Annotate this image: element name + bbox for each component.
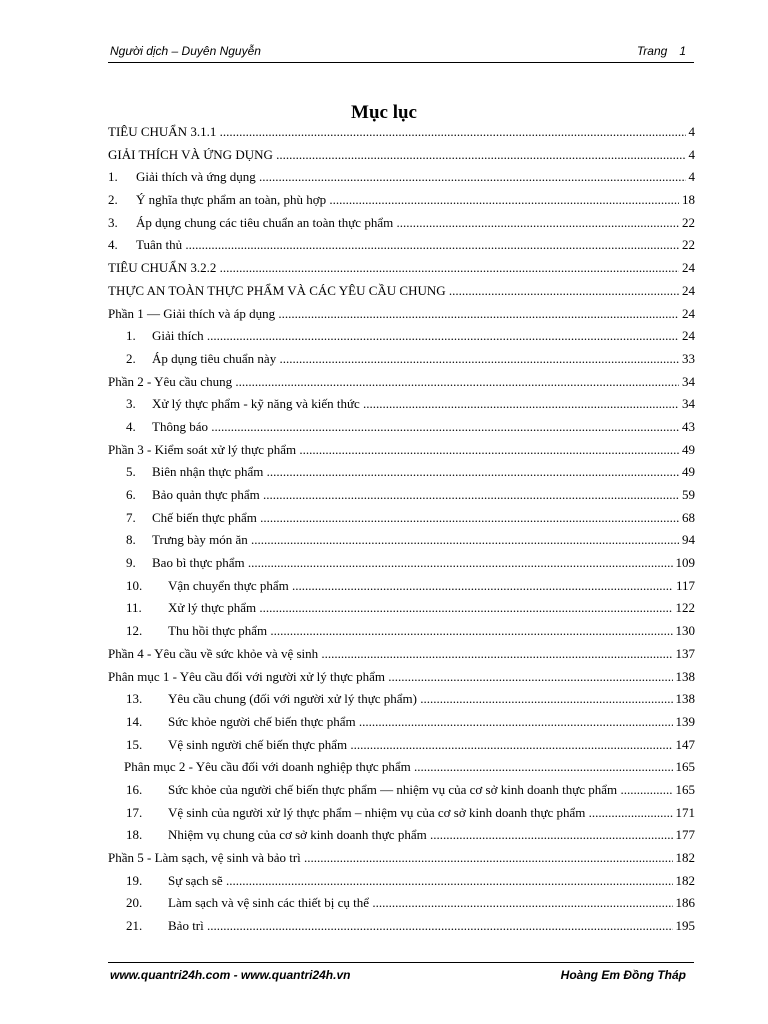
toc-entry[interactable]: [108, 280, 695, 303]
toc-entry-number: 13.: [126, 691, 143, 707]
toc-entry-text: Giải thích: [152, 328, 204, 344]
toc-entry[interactable]: [108, 439, 695, 462]
toc-entry-page: 24: [679, 280, 695, 303]
toc-entry-text: Vệ sinh người chế biến thực phẩm: [168, 736, 348, 752]
toc-entry[interactable]: [108, 189, 695, 212]
toc-entry-label: [108, 166, 695, 189]
toc-entry-label: [108, 597, 695, 620]
toc-entry-number: 3.: [126, 396, 136, 412]
toc-entry-page: 22: [679, 212, 695, 235]
toc-entry-text: Xử lý thực phẩm: [168, 600, 257, 616]
toc-entry-page: 59: [679, 484, 695, 507]
toc-entry[interactable]: [108, 529, 695, 552]
toc-entry-text: Bảo quản thực phẩm: [152, 487, 260, 502]
toc-entry-label: [108, 711, 695, 734]
toc-entry-text: THỰC AN TOÀN THỰC PHẨM VÀ CÁC YÊU CẦU CHUNG: [108, 282, 446, 298]
toc-entry-label: [108, 280, 695, 303]
toc-entry-page: 122: [673, 597, 696, 620]
toc-entry[interactable]: [108, 416, 695, 439]
toc-entry-text: Phân mục 2 - Yêu cầu đối với doanh nghiệp thực phẩm: [124, 759, 411, 775]
toc-entry-text: Trưng bày món ăn: [152, 532, 248, 548]
toc-entry[interactable]: [108, 348, 695, 371]
toc-entry-number: 16.: [126, 781, 143, 797]
toc-entry[interactable]: [108, 847, 695, 870]
toc-entry-text: Nhiệm vụ chung của cơ sở kinh doanh thực phẩm: [168, 827, 427, 843]
footer-websites: www.quantri24h.com - www.quantri24h.vn: [110, 968, 351, 982]
toc-entry-number: 18.: [126, 827, 143, 843]
table-of-contents: [108, 121, 695, 938]
toc-entry[interactable]: [108, 507, 695, 530]
toc-entry-label: [108, 393, 695, 416]
toc-entry-page: 24: [679, 257, 695, 280]
footer-author: Hoàng Em Đồng Tháp: [560, 968, 686, 982]
toc-entry-number: 1.: [126, 328, 136, 344]
toc-entry-number: 5.: [126, 464, 136, 480]
toc-entry-text: Sức khỏe người chế biến thực phẩm: [168, 713, 356, 729]
toc-entry-label: [108, 234, 695, 257]
toc-entry-text: Bao bì thực phẩm: [152, 555, 245, 571]
toc-entry-page: 4: [686, 166, 696, 189]
page-header: [108, 44, 694, 63]
toc-entry-page: 34: [679, 393, 695, 416]
toc-entry-number: 7.: [126, 509, 136, 525]
toc-entry-label: [108, 688, 695, 711]
toc-entry-text: Thu hồi thực phẩm: [168, 623, 268, 639]
toc-entry[interactable]: [108, 325, 695, 348]
toc-entry[interactable]: [108, 870, 695, 893]
toc-entry-text: Làm sạch và vệ sinh các thiết bị cụ thể: [168, 895, 370, 911]
toc-entry-number: 8.: [126, 532, 136, 548]
toc-entry-text: Sức khỏe của người chế biến thực phẩm — nhiệm vụ của cơ sở kinh doanh thực phẩm: [168, 781, 618, 797]
toc-entry-label: [108, 666, 695, 689]
toc-entry-label: [108, 529, 695, 552]
toc-entry-label: [108, 303, 695, 326]
toc-entry-label: [108, 824, 695, 847]
toc-entry-page: 171: [673, 802, 696, 825]
toc-entry-label: [108, 257, 695, 280]
page-label: Trang: [636, 44, 668, 58]
toc-entry-text: Thông báo: [152, 418, 208, 434]
toc-entry-number: 2.: [126, 350, 136, 366]
toc-entry-label: [108, 643, 695, 666]
page-footer: [108, 962, 694, 982]
toc-entry-label: [108, 847, 695, 870]
toc-entry-number: 12.: [126, 623, 143, 639]
toc-entry[interactable]: [108, 484, 695, 507]
toc-entry-text: Phần 5 - Làm sạch, vệ sinh và bảo trì: [108, 850, 301, 865]
toc-entry[interactable]: [108, 892, 695, 915]
toc-entry-page: 139: [673, 711, 696, 734]
toc-entry-page: 138: [673, 666, 696, 689]
toc-entry-number: 19.: [126, 872, 143, 888]
toc-entry-label: [108, 802, 695, 825]
toc-entry-text: Phần 2 - Yêu cầu chung: [108, 373, 233, 389]
toc-entry-text: Sự sạch sẽ: [168, 872, 223, 888]
translator-credit: Người dịch – Duyên Nguyễn: [110, 44, 261, 58]
toc-entry[interactable]: [108, 711, 695, 734]
page-number: 1: [679, 44, 686, 58]
toc-entry-page: 4: [686, 144, 696, 167]
toc-entry-page: 138: [673, 688, 696, 711]
toc-entry-label: [108, 121, 695, 144]
toc-entry-number: 6.: [126, 487, 136, 502]
toc-entry-page: 18: [679, 189, 695, 212]
toc-entry-label: [108, 620, 695, 643]
toc-entry[interactable]: [108, 824, 695, 847]
toc-entry-page: 147: [673, 734, 696, 757]
toc-entry-page: 130: [673, 620, 696, 643]
toc-entry-text: Xử lý thực phẩm - kỹ năng và kiến thức: [152, 396, 360, 412]
toc-entry-text: Áp dụng tiêu chuẩn này: [152, 350, 277, 366]
toc-entry-number: 11.: [126, 600, 142, 616]
toc-entry-number: 15.: [126, 736, 143, 752]
toc-entry-page: 49: [679, 439, 695, 462]
toc-entry-text: Vệ sinh của người xử lý thực phẩm – nhiệm vụ của cơ sở kinh doanh thực phẩm: [168, 804, 586, 820]
toc-entry-page: 49: [679, 461, 695, 484]
toc-entry-page: 195: [673, 915, 696, 938]
toc-entry-number: 4.: [108, 237, 118, 253]
toc-entry-text: TIÊU CHUẨN 3.2.2: [108, 260, 217, 276]
toc-entry[interactable]: [108, 779, 695, 802]
toc-entry-label: [108, 484, 695, 507]
toc-entry-label: [108, 552, 695, 575]
toc-entry-page: 68: [679, 507, 695, 530]
toc-entry-page: 182: [673, 847, 696, 870]
toc-entry[interactable]: [108, 802, 695, 825]
toc-entry-page: 117: [673, 575, 695, 598]
toc-entry-page: 22: [679, 234, 695, 257]
toc-entry-label: [108, 439, 695, 462]
toc-entry-text: Tuân thủ: [136, 237, 183, 253]
toc-entry-number: 1.: [108, 169, 118, 185]
toc-entry[interactable]: [108, 144, 695, 167]
toc-entry-number: 20.: [126, 895, 143, 911]
toc-entry-page: 177: [673, 824, 696, 847]
toc-entry[interactable]: [108, 393, 695, 416]
toc-entry-page: 43: [679, 416, 695, 439]
toc-entry-number: 21.: [126, 918, 143, 934]
toc-entry-number: 3.: [108, 214, 118, 230]
toc-entry-number: 14.: [126, 713, 143, 729]
toc-entry-label: [108, 507, 695, 530]
toc-entry-page: 165: [673, 779, 696, 802]
toc-entry-text: Giải thích và ứng dụng: [136, 169, 256, 185]
toc-entry[interactable]: [108, 212, 695, 235]
toc-entry[interactable]: [108, 915, 695, 938]
toc-entry[interactable]: [108, 461, 695, 484]
toc-entry-page: 24: [679, 303, 695, 326]
toc-entry-label: [108, 189, 695, 212]
toc-entry-page: 4: [686, 121, 696, 144]
toc-entry[interactable]: [108, 666, 695, 689]
toc-entry[interactable]: [108, 303, 695, 326]
toc-entry-text: Biên nhận thực phẩm: [152, 464, 264, 480]
toc-entry-label: [108, 575, 695, 598]
toc-entry-text: Vận chuyển thực phẩm: [168, 577, 289, 593]
toc-entry-label: [108, 734, 695, 757]
toc-entry-label: [108, 348, 695, 371]
toc-entry-page: 24: [679, 325, 695, 348]
toc-entry-label: [108, 892, 695, 915]
toc-entry-page: 182: [673, 870, 696, 893]
toc-entry-text: Phân mục 1 - Yêu cầu đối với người xử lý thực phẩm: [108, 668, 386, 684]
toc-entry-text: GIẢI THÍCH VÀ ỨNG DỤNG: [108, 146, 273, 162]
toc-entry-page: 109: [673, 552, 696, 575]
toc-entry-page: 137: [673, 643, 696, 666]
toc-entry-text: Yêu cầu chung (đối với người xử lý thực phẩm): [168, 691, 417, 707]
toc-entry-page: 186: [673, 892, 696, 915]
toc-entry-label: [108, 371, 695, 394]
toc-entry[interactable]: [108, 257, 695, 280]
toc-entry[interactable]: [108, 234, 695, 257]
toc-entry-page: 33: [679, 348, 695, 371]
toc-title: Mục lục: [351, 102, 417, 123]
toc-entry-label: [108, 212, 695, 235]
toc-entry[interactable]: [108, 597, 695, 620]
toc-entry[interactable]: [108, 734, 695, 757]
toc-entry-text: Bảo trì: [168, 918, 204, 934]
toc-entry-text: TIÊU CHUẨN 3.1.1: [108, 124, 217, 139]
toc-entry[interactable]: [108, 552, 695, 575]
toc-entry-label: [108, 144, 695, 167]
toc-entry-text: Chế biến thực phẩm: [152, 509, 257, 525]
toc-entry-number: 4.: [126, 418, 136, 434]
toc-entry-number: 17.: [126, 804, 143, 820]
toc-entry[interactable]: [108, 620, 695, 643]
toc-entry-label: [108, 461, 695, 484]
toc-entry-text: Ý nghĩa thực phẩm an toàn, phù hợp: [136, 192, 327, 208]
toc-entry[interactable]: [108, 371, 695, 394]
toc-entry-page: 165: [673, 756, 696, 779]
toc-entry-number: 9.: [126, 555, 136, 571]
toc-entry-label: [108, 416, 695, 439]
toc-entry-page: 94: [679, 529, 695, 552]
toc-entry-label: [108, 779, 695, 802]
toc-entry[interactable]: [108, 121, 695, 144]
toc-entry-page: 34: [679, 371, 695, 394]
toc-entry-label: [108, 756, 695, 779]
toc-entry-label: [108, 870, 695, 893]
toc-entry[interactable]: [108, 756, 695, 779]
page-number-label: [637, 44, 686, 58]
toc-entry[interactable]: [108, 688, 695, 711]
toc-entry[interactable]: [108, 643, 695, 666]
toc-entry[interactable]: [108, 575, 695, 598]
toc-entry-label: [108, 915, 695, 938]
toc-entry-text: Phần 4 - Yêu cầu về sức khỏe và vệ sinh: [108, 645, 319, 661]
toc-entry-text: Phần 3 - Kiểm soát xử lý thực phẩm: [108, 441, 297, 457]
toc-entry-text: Áp dụng chung các tiêu chuẩn an toàn thực phẩm: [136, 214, 394, 230]
toc-entry[interactable]: [108, 166, 695, 189]
toc-entry-label: [108, 325, 695, 348]
toc-entry-number: 10.: [126, 577, 143, 593]
toc-entry-number: 2.: [108, 192, 118, 208]
toc-entry-text: Phần 1 — Giải thích và áp dụng: [108, 305, 276, 321]
